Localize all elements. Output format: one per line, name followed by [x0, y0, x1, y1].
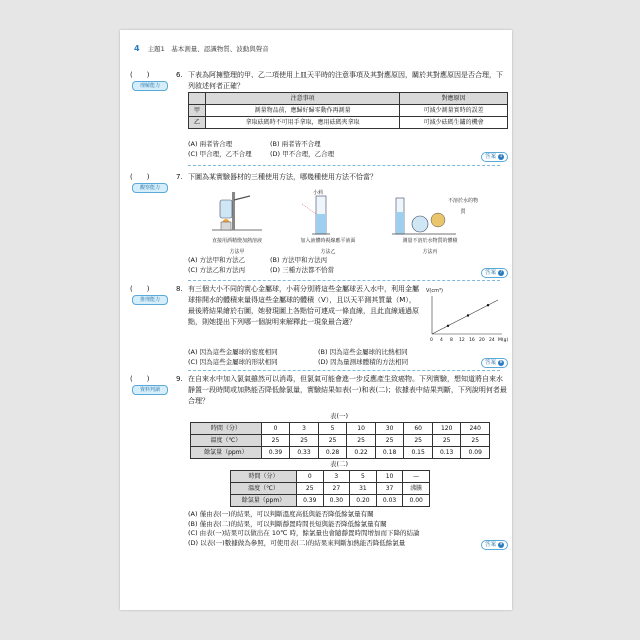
row-header: 餘氯量（ppm） — [231, 495, 297, 507]
method-c-caption — [380, 236, 480, 258]
table-header: 對應原因 — [400, 93, 508, 105]
figure-label: 方法乙 — [320, 249, 336, 255]
table-cell: 240 — [461, 423, 490, 435]
table-cell: 0.15 — [404, 447, 433, 459]
x-tick: 4 — [440, 338, 443, 343]
table-cell: 30 — [375, 423, 404, 435]
option-d[interactable]: (D) 因為量測球體積的方法相同 — [318, 357, 409, 366]
option-a[interactable]: (A) 因為這些金屬球的密度相同 — [188, 348, 278, 356]
skill-tag: 推理能力 — [132, 295, 168, 305]
answer-label: 答案 — [484, 154, 496, 160]
question-number: 7. — [176, 173, 183, 181]
answer-label: 答案 — [484, 270, 496, 276]
table-cell: 25 — [290, 435, 319, 447]
x-tick: 16 — [469, 338, 475, 343]
answer-blank[interactable]: ( ) — [130, 71, 150, 79]
question-8 — [130, 284, 510, 370]
table-corner — [189, 93, 206, 105]
table-cell: 120 — [432, 423, 461, 435]
answer-label: 答案 — [484, 360, 496, 366]
table-row — [189, 117, 508, 129]
residual-chlorine-table-1 — [190, 422, 490, 459]
table-cell: 0.09 — [461, 447, 490, 459]
worksheet-page — [120, 30, 512, 610]
table-cell: 25 — [461, 435, 490, 447]
table-cell: 0.20 — [350, 495, 377, 507]
option-d[interactable]: (D) 以表(一)數據做為參照，可使用表(二)的結果來判斷加熱能否降低餘氯量 — [188, 538, 406, 547]
table-cell: 25 — [318, 435, 347, 447]
answer-blank[interactable]: ( ) — [130, 375, 150, 383]
method-b-illustration — [302, 194, 342, 236]
figure-label: 方法甲 — [229, 249, 245, 255]
table-cell: 25 — [347, 435, 376, 447]
option-d[interactable]: (D) 甲不合理，乙合理 — [270, 149, 335, 158]
question-stem: 在自來水中加入氯氣雖然可以消毒，但氯氣可能會進一步反應產生致癌物。下列實驗，想知道將自來水靜置一段時間或加熱能否降低餘氯量，實驗結果如表(一)和表(二)；依據表中結果判斷，下列說明何者最合理？ — [188, 375, 507, 405]
option-a[interactable]: (A) 兩者皆合理 — [188, 140, 233, 148]
question-7 — [130, 172, 510, 284]
row-label: 乙 — [189, 117, 206, 129]
option-a[interactable]: (A) 方法甲和方法乙 — [188, 256, 246, 264]
row-header: 時間（分） — [191, 423, 262, 435]
table-cell: 25 — [261, 435, 290, 447]
option-d[interactable]: (D) 三種方法都不恰當 — [270, 265, 335, 274]
options — [188, 256, 352, 275]
table-cell: 31 — [350, 483, 377, 495]
figure-label: 方法丙 — [422, 249, 438, 255]
table-cell: 0.39 — [296, 495, 323, 507]
table-row — [231, 471, 430, 483]
skill-tag: 觀察能力 — [132, 183, 168, 193]
answer-button[interactable] — [481, 268, 508, 278]
answer-button[interactable] — [481, 358, 508, 368]
answer-number: 1 — [499, 153, 503, 159]
table-cell: 27 — [323, 483, 350, 495]
method-a-caption — [194, 236, 280, 258]
figure-caption: 直接用酒精燈加熱溶液 — [211, 238, 262, 244]
table-cell: 0 — [296, 471, 323, 483]
x-tick: 24 — [489, 338, 495, 343]
question-number: 9. — [176, 375, 183, 383]
table-cell: 0.33 — [290, 447, 319, 459]
table-cell: — — [403, 471, 430, 483]
table-cell: 拿取砝碼時不可用手拿取，應用砝碼夾拿取 — [206, 117, 400, 129]
running-head — [134, 44, 269, 53]
skill-tag: 資料判讀 — [132, 385, 168, 395]
answer-button[interactable] — [481, 152, 508, 162]
row-header: 溫度（℃） — [231, 483, 297, 495]
graph-y-label: V(cm³) — [426, 288, 443, 294]
method-a-illustration — [202, 186, 272, 234]
table-cell: 10 — [347, 423, 376, 435]
table-row — [231, 483, 430, 495]
table-cell: 沸騰 — [403, 483, 430, 495]
table-row — [189, 105, 508, 117]
options — [188, 140, 352, 159]
table-cell: 0.30 — [323, 495, 350, 507]
question-stem: 下表為阿擁整理的甲、乙二項使用上皿天平時的注意事項及其對應原因，關於其對應原因是否合理，下列敘述何者正確？ — [188, 71, 503, 90]
option-b[interactable]: (B) 因為這些金屬球的比熱相同 — [318, 348, 408, 356]
x-tick: 0 — [430, 338, 433, 343]
table-cell: 25 — [375, 435, 404, 447]
option-c[interactable]: (C) 由表(一)結果可以做出在 10℃ 時，餘氯量也會隨靜置時間增加而下降的結論 — [188, 529, 420, 537]
answer-button[interactable] — [481, 540, 508, 550]
option-b[interactable]: (B) 兩者皆不合理 — [270, 140, 321, 148]
table-header: 注意事項 — [206, 93, 400, 105]
answer-number: 7 — [499, 269, 503, 275]
method-c-object-label: 不溶於水的物質 — [448, 198, 479, 215]
option-c[interactable]: (C) 因為這些金屬球的形狀相同 — [188, 357, 278, 366]
option-a[interactable]: (A) 僅由表(一)的結果，可以判斷溫度高低與能否降低餘氯量有關 — [188, 510, 374, 518]
table-row — [231, 495, 430, 507]
answer-blank[interactable]: ( ) — [130, 173, 150, 181]
table-cell: 25 — [432, 435, 461, 447]
row-label: 甲 — [189, 105, 206, 117]
divider — [188, 165, 500, 166]
option-c[interactable]: (C) 方法乙和方法丙 — [188, 265, 246, 274]
question-stem: 有三個大小不同的實心金屬球，小莉分別將這些金屬球丟入水中，利用金屬球排開水的體積來量得這些金屬球的體積（V），且以天平測其質量（M），最後將結果繪於右圖，她發現圖上各點恰可連成一條直線，且此直線通過原點，則她提出下列哪一個說明來解釋此一現象最合適？ — [188, 285, 419, 326]
method-b-caption — [280, 236, 376, 258]
table-cell: 10 — [376, 471, 403, 483]
page-number: 4 — [134, 44, 140, 53]
table-row — [191, 423, 490, 435]
answer-blank[interactable]: ( ) — [130, 285, 150, 293]
table-cell: 0.22 — [347, 447, 376, 459]
table-cell: 可減少砝碼生鏽的機會 — [400, 117, 508, 129]
question-number: 8. — [176, 285, 183, 293]
figure-caption: 加入液體時視線應平液面 — [300, 238, 356, 244]
table-cell: 0.28 — [318, 447, 347, 459]
table-cell: 0.13 — [432, 447, 461, 459]
question-number: 6. — [176, 71, 183, 79]
table-1-caption: 表(一) — [330, 412, 349, 420]
answer-number: 8 — [499, 359, 503, 365]
question-9 — [130, 374, 510, 604]
options — [188, 348, 448, 367]
row-header: 餘氯量（ppm） — [191, 447, 262, 459]
table-2-caption: 表(二) — [330, 460, 349, 468]
answer-number: 9 — [499, 541, 503, 547]
table-cell: 25 — [296, 483, 323, 495]
table-cell: 0 — [261, 423, 290, 435]
table-row — [191, 447, 490, 459]
table-cell: 3 — [323, 471, 350, 483]
skill-tag: 理解能力 — [132, 81, 168, 91]
graph-x-label: M(g) — [498, 338, 509, 343]
table-cell: 0.18 — [375, 447, 404, 459]
residual-chlorine-table-2 — [230, 470, 430, 507]
table-cell: 可減少測量實時的誤差 — [400, 105, 508, 117]
row-header: 時間（分） — [231, 471, 297, 483]
figure-caption: 測量不溶於水物質的體積 — [402, 238, 458, 244]
table-cell: 3 — [290, 423, 319, 435]
table-row — [191, 435, 490, 447]
x-tick: 20 — [479, 338, 485, 343]
precautions-table — [188, 92, 508, 129]
table-cell: 37 — [376, 483, 403, 495]
divider — [188, 370, 500, 371]
table-cell: 5 — [318, 423, 347, 435]
question-6 — [130, 70, 510, 182]
option-b[interactable]: (B) 方法甲和方法丙 — [270, 256, 328, 264]
table-cell: 0.00 — [403, 495, 430, 507]
option-c[interactable]: (C) 甲合理，乙不合理 — [188, 149, 252, 158]
table-cell: 0.03 — [376, 495, 403, 507]
row-header: 溫度（℃） — [191, 435, 262, 447]
question-stem: 下圖為某實驗器材的三種使用方法，哪幾種使用方法不恰當？ — [188, 173, 377, 181]
table-cell: 60 — [404, 423, 433, 435]
table-cell: 測量物品前，應歸好歸零動作再測量 — [206, 105, 400, 117]
table-cell: 0.39 — [261, 447, 290, 459]
running-head-title: 主題1 基本測量、認識物質、波動與聲音 — [147, 45, 269, 53]
options — [188, 510, 419, 548]
option-b[interactable]: (B) 僅由表(二)的結果，可以判斷靜置時間長短與能否降低餘氯量有關 — [188, 519, 387, 528]
x-tick: 8 — [450, 338, 453, 343]
divider — [188, 280, 500, 281]
answer-label: 答案 — [484, 542, 496, 548]
graph-x-ticks — [430, 335, 510, 342]
x-tick: 12 — [459, 338, 465, 343]
table-cell: 5 — [350, 471, 377, 483]
table-cell: 25 — [404, 435, 433, 447]
figure-person-label: 小莉 — [312, 190, 323, 196]
